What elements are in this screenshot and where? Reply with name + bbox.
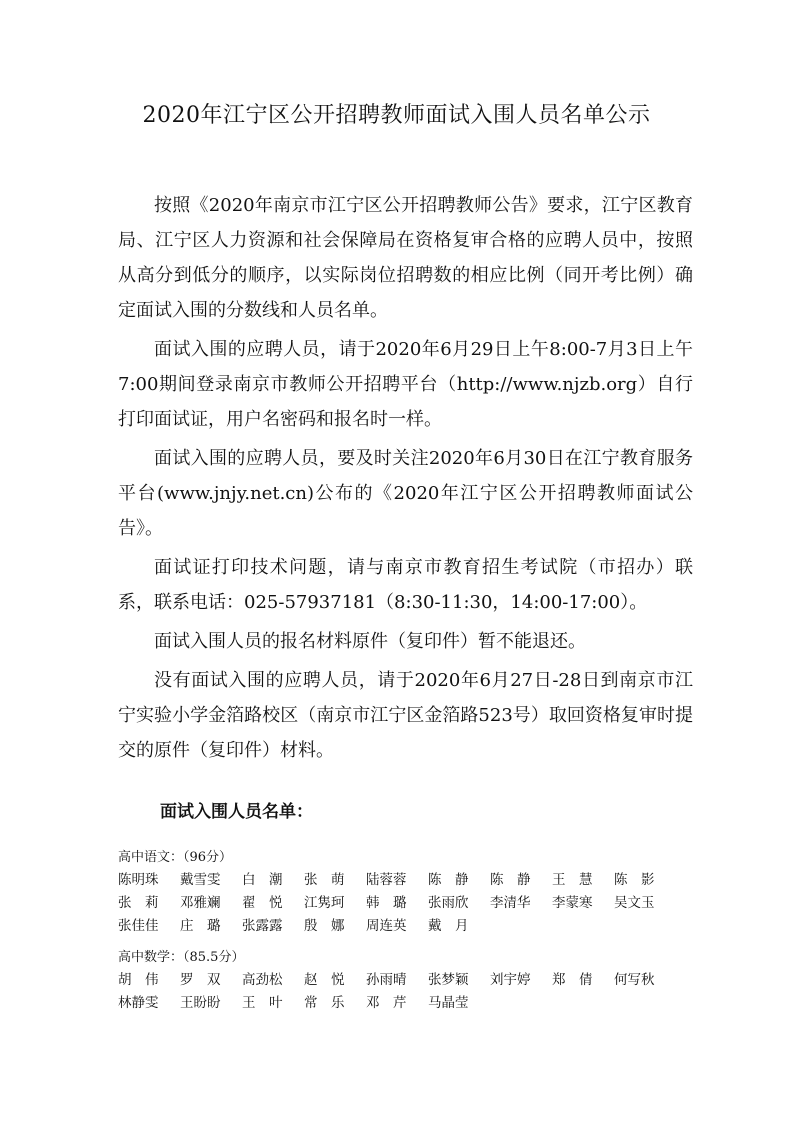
candidate-name: 张雨欣	[428, 895, 469, 911]
paragraph-requirements: 按照《2020年南京市江宁区公开招聘教师公告》要求，江宁区教育局、江宁区人力资源和社会保障局在资格复审合格的应聘人员中，按照从高分到低分的顺序，以实际岗位招聘数的相应比例（同开考比例）确定面试入围的分数线和人员名单。	[118, 195, 693, 321]
candidate-name: 韩 璐	[366, 895, 407, 911]
candidate-name: 郑 倩	[552, 972, 593, 988]
name-list	[118, 870, 678, 937]
candidate-name: 王 慧	[552, 872, 593, 888]
candidate-name: 邓雅斓	[180, 895, 221, 911]
candidate-name: 李清华	[490, 895, 531, 911]
candidate-name: 孙雨晴	[366, 972, 407, 988]
candidate-name: 张佳佳	[118, 918, 159, 934]
paragraph-materials-kept: 面试入围人员的报名材料原件（复印件）暂不能退还。	[154, 631, 586, 652]
group-math	[118, 948, 678, 1014]
candidate-name: 吴文玉	[614, 895, 655, 911]
candidate-name: 戴 月	[428, 918, 469, 934]
candidate-name: 陈明珠	[118, 872, 159, 888]
candidate-name: 邓 芹	[366, 995, 407, 1011]
candidate-name: 李蒙寒	[552, 895, 593, 911]
group-label: 高中数学：（85.5分）	[118, 950, 245, 965]
candidate-name: 陈 静	[490, 872, 531, 888]
paragraph-follow-notice: 面试入围的应聘人员，要及时关注2020年6月30日在江宁教育服务平台(www.jnjy.net.cn)公布的《2020年江宁区公开招聘教师面试公告》。	[118, 448, 693, 539]
candidate-name: 王 叶	[242, 995, 283, 1011]
candidate-name: 罗 双	[180, 972, 221, 988]
candidate-name: 张梦颖	[428, 972, 469, 988]
candidate-name: 高劲松	[242, 972, 283, 988]
candidate-name: 张露露	[242, 918, 283, 934]
candidate-name: 王盼盼	[180, 995, 221, 1011]
candidate-name: 刘宇婷	[490, 972, 531, 988]
candidate-name: 翟 悦	[242, 895, 283, 911]
candidate-name: 何写秋	[614, 972, 655, 988]
group-label: 高中语文：（96分）	[118, 850, 233, 865]
candidate-name: 赵 悦	[304, 972, 345, 988]
candidate-name: 庄 璐	[180, 918, 221, 934]
candidate-name: 常 乐	[304, 995, 345, 1011]
candidate-name: 胡 伟	[118, 972, 159, 988]
announcement-body	[118, 188, 693, 772]
candidate-name: 陈 影	[614, 872, 655, 888]
name-list	[118, 970, 678, 1014]
candidate-name: 戴雪雯	[180, 872, 221, 888]
candidate-name: 张 萌	[304, 872, 345, 888]
list-heading: 面试入围人员名单：	[160, 802, 313, 822]
candidate-name: 殷 娜	[304, 918, 345, 934]
paragraph-materials-return: 没有面试入围的应聘人员，请于2020年6月27日-28日到南京市江宁实验小学金箔路校区（南京市江宁区金箔路523号）取回资格复审时提交的原件（复印件）材料。	[118, 670, 693, 761]
candidate-name: 陆蓉蓉	[366, 872, 407, 888]
candidate-name: 白 潮	[242, 872, 283, 888]
candidate-name: 陈 静	[428, 872, 469, 888]
candidate-name: 马晶莹	[428, 995, 469, 1011]
candidate-name: 江隽珂	[304, 895, 345, 911]
paragraph-print-instructions: 面试入围的应聘人员，请于2020年6月29日上午8:00-7月3日上午7:00期间登录南京市教师公开招聘平台（http://www.njzb.org）自行打印面试证，用户名密码和报名时一样。	[118, 339, 693, 430]
document-title: 2020年江宁区公开招聘教师面试入围人员名单公示	[142, 103, 651, 128]
candidate-name: 周连英	[366, 918, 407, 934]
group-chinese	[118, 848, 678, 937]
candidate-name: 林静雯	[118, 995, 159, 1011]
paragraph-tech-support: 面试证打印技术问题，请与南京市教育招生考试院（市招办）联系，联系电话：025-57937181（8:30-11:30，14:00-17:00）。	[118, 557, 693, 613]
candidate-name: 张 莉	[118, 895, 159, 911]
